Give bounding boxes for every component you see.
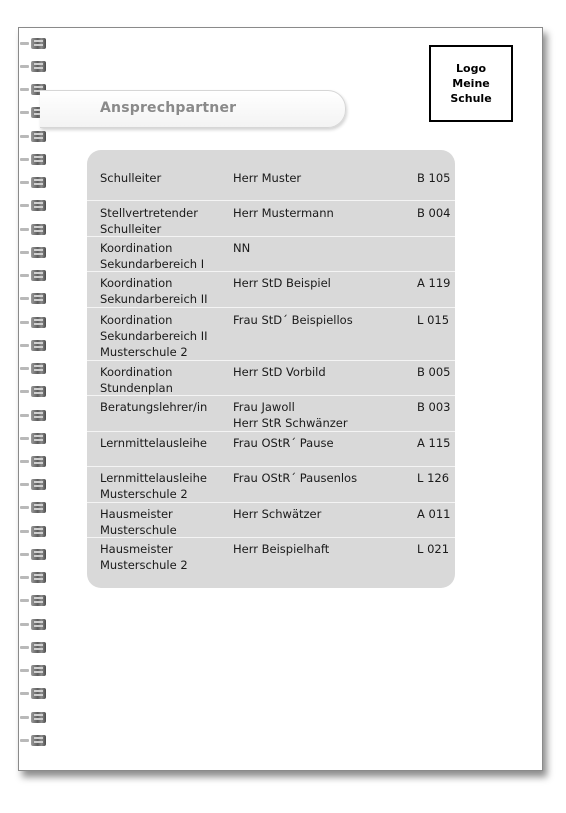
- spiral-ring: [20, 619, 48, 631]
- contact-name: [233, 399, 403, 431]
- row-divider: [87, 307, 455, 308]
- contact-name: [233, 506, 403, 522]
- contact-role: [100, 435, 230, 451]
- contact-role: [100, 240, 230, 272]
- logo-line-2: Meine Schule: [450, 77, 492, 105]
- contact-role-line: Koordination: [100, 313, 173, 327]
- contact-role: [100, 364, 230, 396]
- contact-room: B 004: [417, 206, 451, 220]
- contact-role-line: Musterschule 2: [100, 487, 188, 501]
- contact-name: [233, 541, 403, 557]
- spiral-ring: [20, 595, 48, 607]
- spiral-ring: [20, 572, 48, 584]
- contact-name: [233, 205, 403, 221]
- contact-role-line: Sekundarbereich II: [100, 292, 208, 306]
- row-divider: [87, 200, 455, 201]
- contact-role: [100, 205, 230, 237]
- contact-name: [233, 312, 403, 328]
- spiral-ring: [20, 340, 48, 352]
- contact-role: [100, 399, 230, 415]
- contact-role-line: Lernmittelausleihe: [100, 471, 207, 485]
- contact-name: [233, 470, 403, 486]
- contact-role-line: Musterschule 2: [100, 345, 188, 359]
- spiral-ring: [20, 293, 48, 305]
- row-divider: [87, 360, 455, 361]
- row-divider: [87, 537, 455, 538]
- contact-role: [100, 170, 230, 186]
- contact-name-line: Herr StD Beispiel: [233, 276, 331, 290]
- logo-line-1: Logo: [456, 62, 486, 75]
- contact-room: B 105: [417, 171, 451, 185]
- spiral-ring: [20, 712, 48, 724]
- contact-role-line: Beratungslehrer/in: [100, 400, 208, 414]
- contact-role-line: Schulleiter: [100, 171, 162, 185]
- contact-role-line: Musterschule 2: [100, 558, 188, 572]
- contact-room: B 005: [417, 365, 451, 379]
- spiral-ring: [20, 433, 48, 445]
- contact-name-line: Herr StD Vorbild: [233, 365, 326, 379]
- spiral-ring: [20, 61, 48, 73]
- contact-room: A 119: [417, 276, 451, 290]
- row-divider: [87, 236, 455, 237]
- row-divider: [87, 502, 455, 503]
- row-divider: [87, 271, 455, 272]
- spiral-ring: [20, 247, 48, 259]
- contact-role-line: Koordination: [100, 241, 173, 255]
- contact-role-line: Sekundarbereich II: [100, 329, 208, 343]
- spiral-ring: [20, 177, 48, 189]
- row-divider: [87, 466, 455, 467]
- contact-role: [100, 506, 230, 538]
- contact-role-line: Hausmeister: [100, 542, 173, 556]
- spiral-ring: [20, 131, 48, 143]
- spiral-ring: [20, 386, 48, 398]
- contact-room: L 015: [417, 313, 450, 327]
- spiral-ring: [20, 549, 48, 561]
- contact-role: [100, 470, 230, 502]
- contact-name-line: Frau StD´ Beispiellos: [233, 313, 353, 327]
- contact-role: [100, 275, 230, 307]
- spiral-ring: [20, 665, 48, 677]
- contact-room: A 011: [417, 507, 451, 521]
- contact-name: [233, 435, 403, 451]
- contact-role-line: Schulleiter: [100, 222, 162, 236]
- spiral-ring: [20, 154, 48, 166]
- contact-role-line: Lernmittelausleihe: [100, 436, 207, 450]
- spiral-ring: [20, 410, 48, 422]
- contact-name-line: NN: [233, 241, 251, 255]
- contact-room: L 021: [417, 542, 450, 556]
- spiral-ring: [20, 317, 48, 329]
- contact-role-line: Stundenplan: [100, 381, 173, 395]
- school-logo-placeholder: [429, 45, 513, 122]
- contact-name-line: Herr Beispielhaft: [233, 542, 330, 556]
- page-title: Ansprechpartner: [100, 100, 237, 116]
- contact-role: [100, 312, 230, 360]
- contact-role-line: Musterschule: [100, 523, 177, 537]
- spiral-ring: [20, 270, 48, 282]
- contact-room: A 115: [417, 436, 451, 450]
- contact-name: [233, 364, 403, 380]
- contact-role-line: Hausmeister: [100, 507, 173, 521]
- contact-role: [100, 541, 230, 573]
- spiral-ring: [20, 479, 48, 491]
- contact-name: [233, 275, 403, 291]
- spiral-ring: [20, 502, 48, 514]
- spiral-ring: [20, 200, 48, 212]
- spiral-ring: [20, 363, 48, 375]
- contact-name-line: Frau Jawoll: [233, 400, 295, 414]
- contact-name-line: Frau OStR´ Pause: [233, 436, 334, 450]
- contact-name-line: Herr Mustermann: [233, 206, 334, 220]
- contact-name-line: Herr Muster: [233, 171, 302, 185]
- contact-room: L 126: [417, 471, 450, 485]
- spiral-ring: [20, 456, 48, 468]
- contact-name: [233, 240, 403, 256]
- spiral-ring: [20, 735, 48, 747]
- contact-room: B 003: [417, 400, 451, 414]
- spiral-ring: [20, 642, 48, 654]
- contact-name: [233, 170, 403, 186]
- row-divider: [87, 395, 455, 396]
- contact-role-line: Stellvertretender: [100, 206, 198, 220]
- contact-role-line: Koordination: [100, 365, 173, 379]
- contact-role-line: Koordination: [100, 276, 173, 290]
- contact-name-line: Herr StR Schwänzer: [233, 416, 348, 430]
- spiral-ring: [20, 224, 48, 236]
- spiral-ring: [20, 526, 48, 538]
- contact-name-line: Herr Schwätzer: [233, 507, 322, 521]
- contact-role-line: Sekundarbereich I: [100, 257, 205, 271]
- spiral-ring: [20, 688, 48, 700]
- contact-name-line: Frau OStR´ Pausenlos: [233, 471, 358, 485]
- spiral-ring: [20, 38, 48, 50]
- row-divider: [87, 431, 455, 432]
